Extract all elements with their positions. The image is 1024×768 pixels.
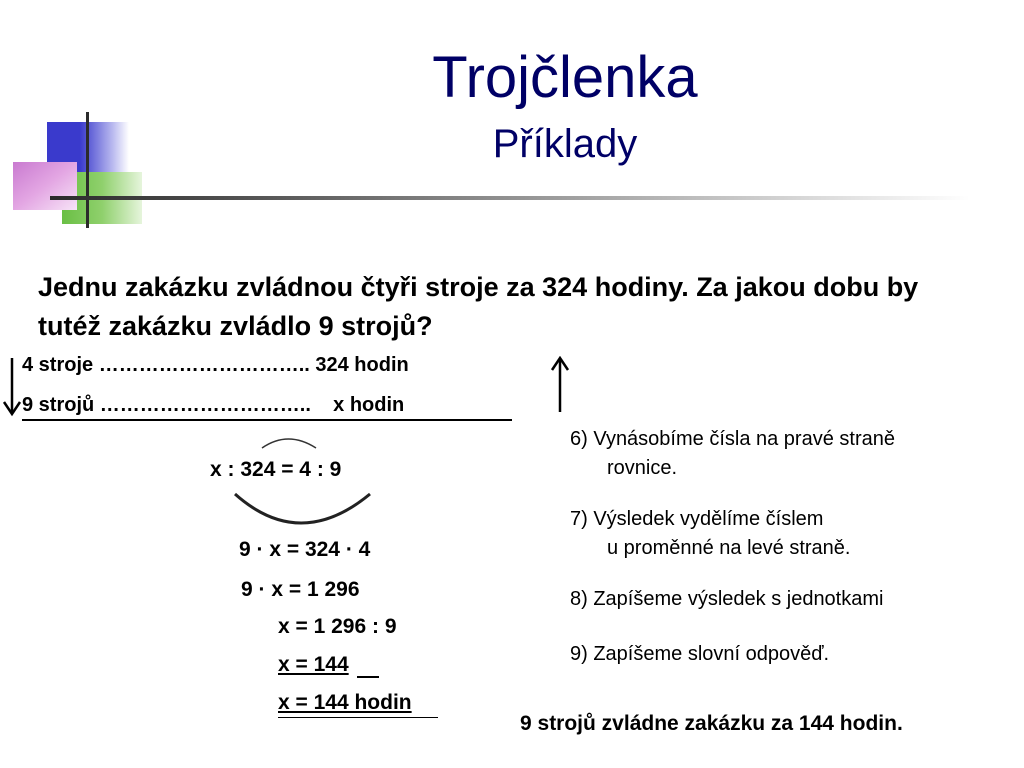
solution-line-2: 9 · x = 1 296 [241,578,360,601]
title-divider [50,196,970,200]
solution-line-1: 9 · x = 324 · 4 [239,538,371,561]
step-7-line-2: u proměnné na levé straně. [607,537,851,559]
step-9: 9) Zapíšeme slovní odpověď. [570,643,830,665]
table-underline [22,419,512,421]
table-row-1: 4 stroje ………………………….. 324 hodin [22,354,409,376]
vertical-line [86,112,89,228]
problem-question: Jednu zakázku zvládnou čtyři stroje za 324 hodiny. Za jakou dobu by tutéž zakázku zvládlo 9 strojů? [38,272,919,341]
up-arrow-icon [548,356,572,414]
slide-subtitle: Příklady [492,122,638,166]
step-7-line-1: 7) Výsledek vydělíme číslem [570,508,824,530]
down-arrow-icon [0,356,24,418]
step-6 [570,425,895,483]
solution-line-4: x = 144 [278,653,349,676]
slide-title: Trojčlenka [432,45,698,110]
solution-line-5: x = 144 hodin [278,691,412,714]
pink-square [13,162,77,210]
step-6-line-2: rovnice. [607,457,678,479]
solution-line-4-underline-tail [357,676,379,678]
table-row-2: 9 strojů ………………………….. x hodin [22,394,405,416]
step-6-line-1: 6) Vynásobíme čísla na pravé straně [570,428,895,450]
decorative-squares [0,100,160,230]
step-8: 8) Zapíšeme výsledek s jednotkami [570,588,884,610]
solution-line-3: x = 1 296 : 9 [278,615,397,638]
final-answer: 9 strojů zvládne zakázku za 144 hodin. [520,712,903,735]
step-7 [570,505,851,563]
proportion-equation: x : 324 = 4 : 9 [210,458,342,481]
solution-double-underline [278,717,438,718]
